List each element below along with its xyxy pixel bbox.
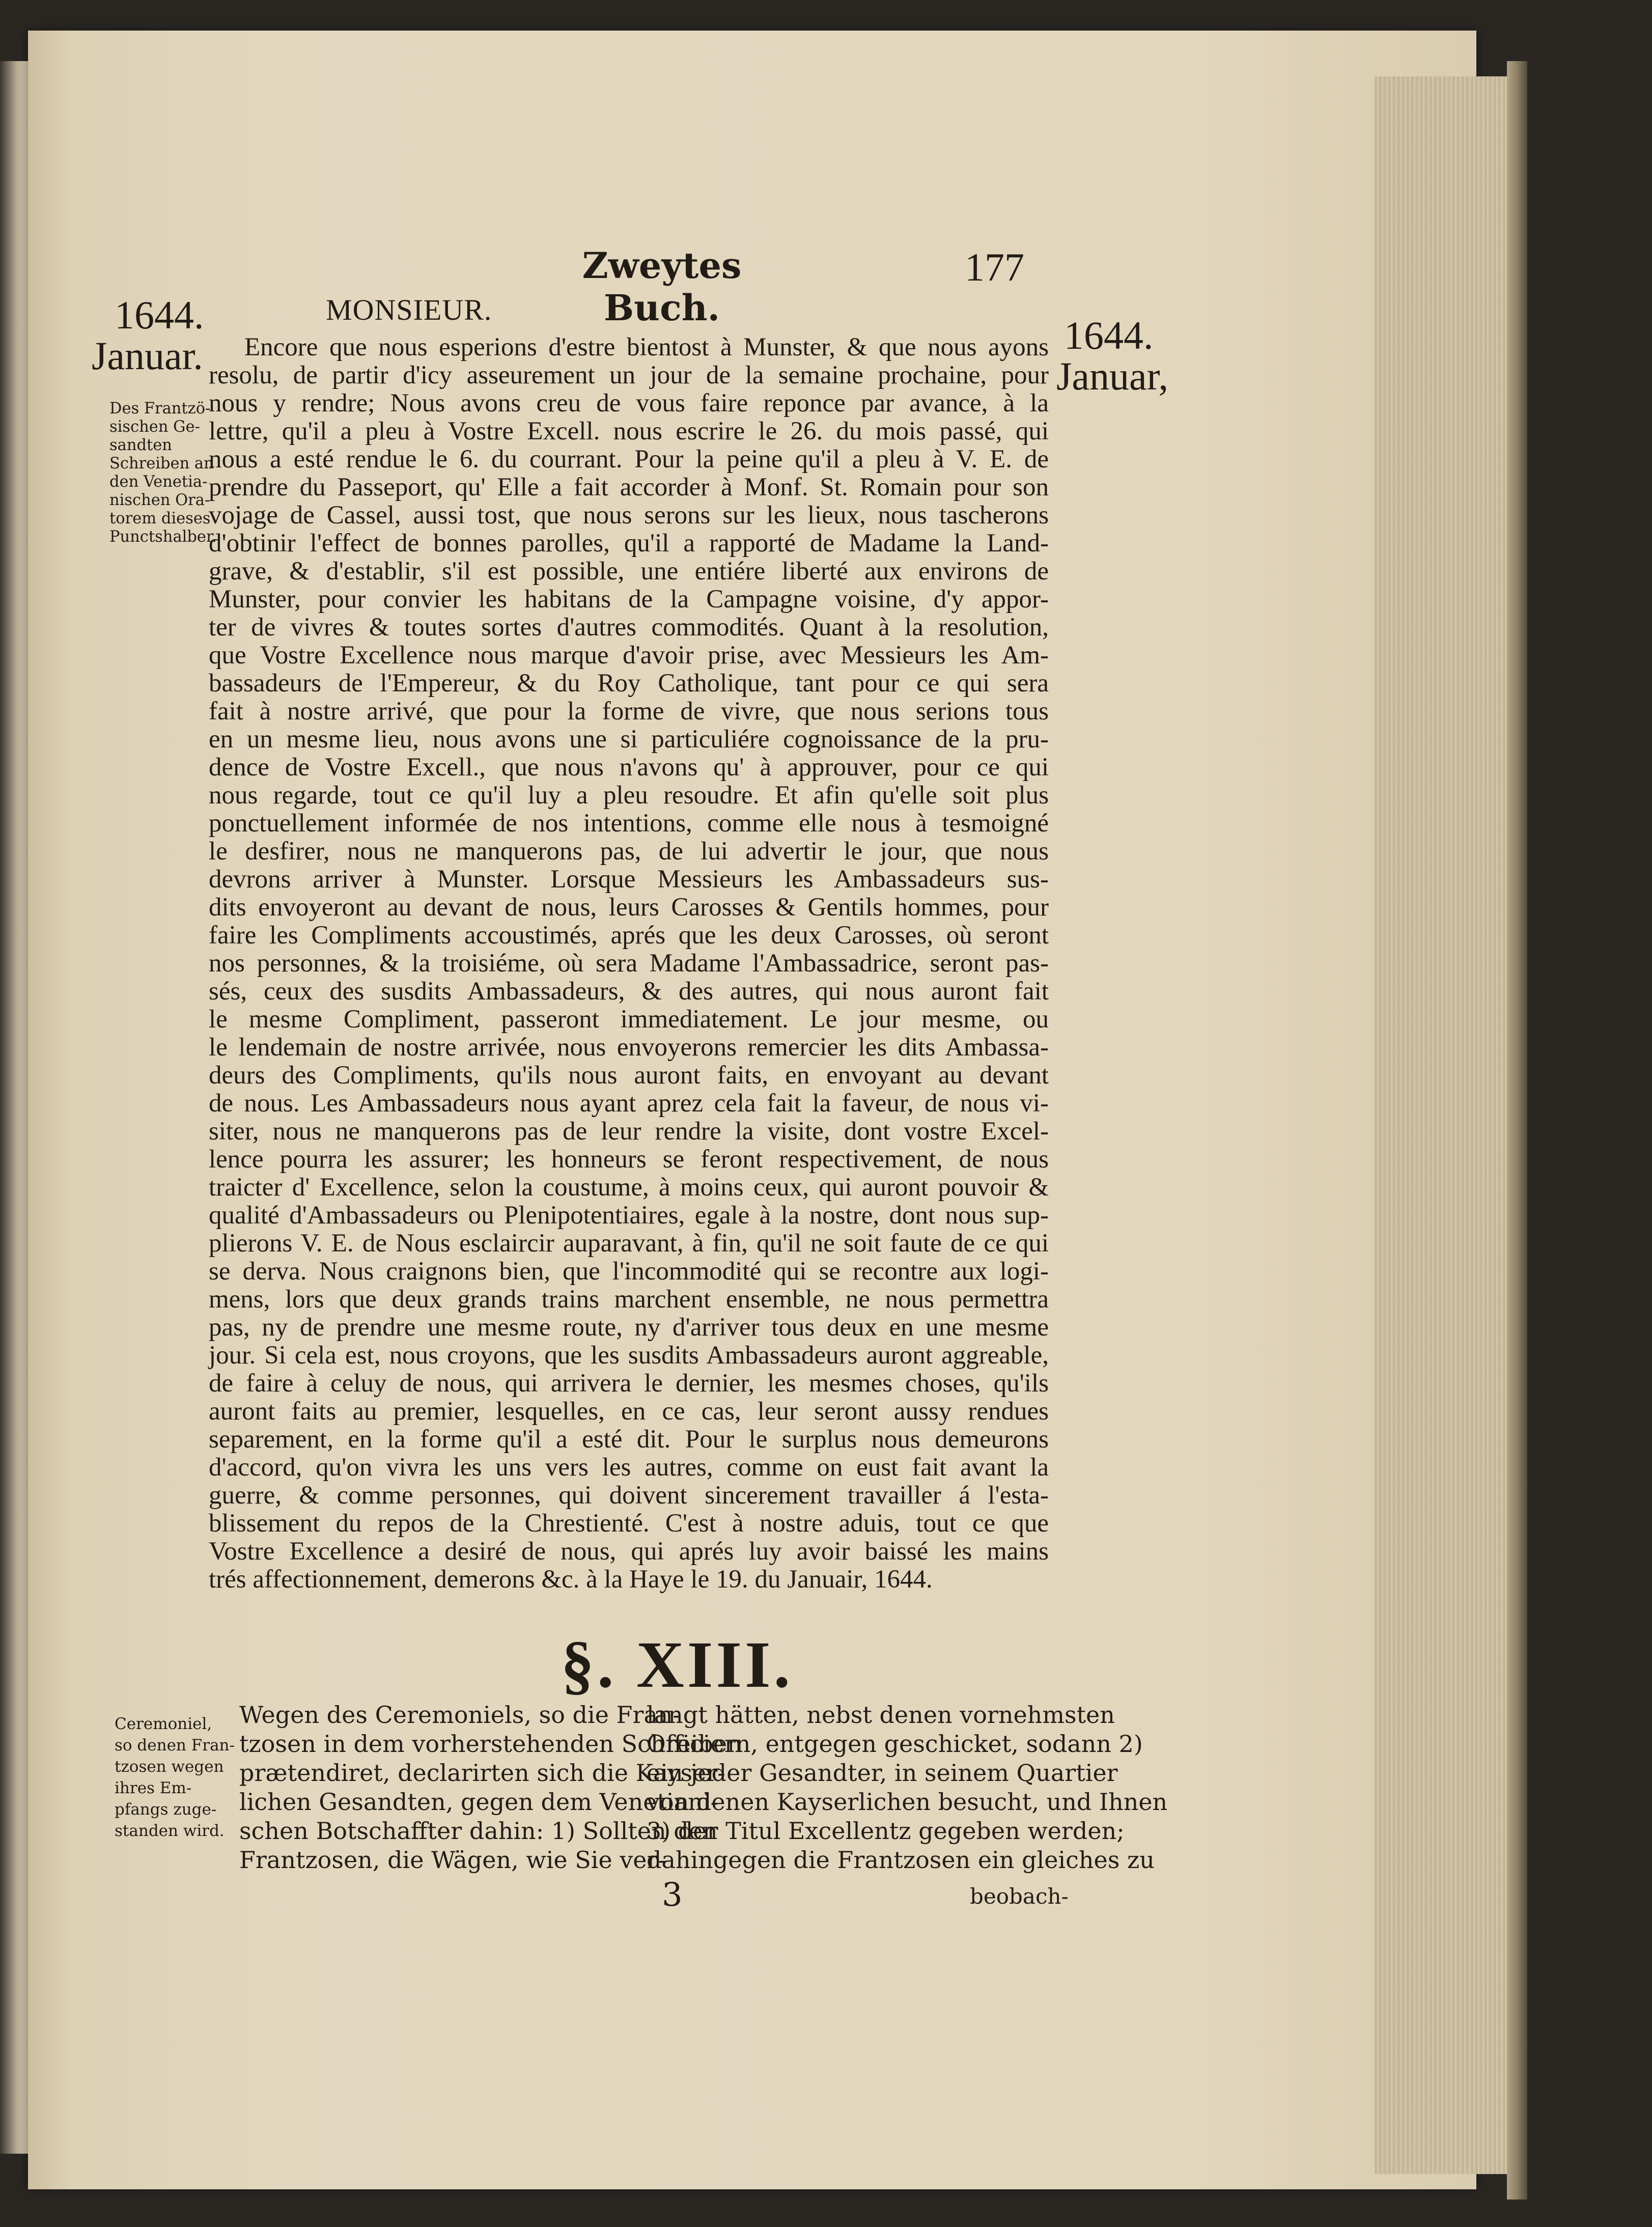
gloss-line: tzosen wegen [115,1758,224,1776]
letter-line: faire les Compliments accoustimés, aprés que les deux Carosses, où seront [209,921,1049,950]
letter-text [209,333,1049,1594]
letter-line: guerre, & comme personnes, qui doivent sincerement travailler á l'esta- [209,1481,1049,1510]
body-column-right [647,1701,1168,1875]
body-line: Officiern, entgegen geschicket, sodann 2) [647,1730,1143,1758]
body-line: schen Botschaffter dahin: 1) Sollten den [239,1817,718,1845]
letter-line: fait à nostre arrivé, que pour la forme de vivre, que nous serions tous [209,697,1049,726]
marginal-gloss-ceremonial [115,1713,235,1842]
letter-line: trés affectionnement, demerons &c. à la Haye le 19. du Januair, 1644. [209,1565,933,1594]
body-column-left [239,1701,742,1875]
letter-line: le lendemain de nostre arrivée, nous envoyerons remercier les dits Ambassa- [209,1033,1049,1062]
letter-line: lence pourra les assurer; les honneurs se feront respectivement, de nous [209,1145,1049,1174]
letter-line: Vostre Excellence a desiré de nous, qui aprés luy avoir baissé les mains [209,1537,1049,1566]
signature-mark: 3 [662,1876,683,1914]
letter-line: bassadeurs de l'Empereur, & du Roy Catholique, tant pour ce qui sera [209,669,1049,698]
letter-line: d'obtinir l'effect de bonnes parolles, qu'il a rapporté de Madame la Land- [209,529,1049,558]
letter-line: nos personnes, & la troisiéme, où sera Madame l'Ambassadrice, seront pas- [209,949,1049,978]
letter-line: resolu, de partir d'icy asseurement un jour de la semaine prochaine, pour [209,361,1049,389]
letter-line: devrons arriver à Munster. Lorsque Messieurs les Ambassadeurs sus- [209,865,1049,894]
facing-page-edge [0,61,28,2154]
body-line: langt hätten, nebst denen vornehmsten [647,1701,1115,1729]
letter-line: dits envoyeront au devant de nous, leurs Carosses & Gentils hommes, pour [209,893,1049,922]
body-line: Wegen des Ceremoniels, so die Fran- [239,1701,681,1729]
letter-line: deurs des Compliments, qu'ils nous auront faits, en envoyant au devant [209,1061,1049,1090]
body-line: 3) der Titul Excellentz gegeben werden; [647,1817,1125,1845]
letter-line: mens, lors que deux grands trains marchent ensemble, ne nous permettra [209,1285,1049,1314]
letter-line: se derva. Nous craignons bien, que l'incommodité qui se recontre aux logi- [209,1257,1049,1286]
book-cover-edge [1507,61,1527,2200]
letter-line: ter de vivres & toutes sortes d'autres commodités. Quant à la resolution, [209,613,1049,642]
marginal-gloss-letter [109,400,217,546]
section-heading: §. XIII. [561,1628,794,1702]
margin-month-right: Januar, [1056,354,1168,398]
letter-line: vojage de Cassel, aussi tost, que nous serons sur les lieux, nous tascherons [209,501,1049,530]
page-block-edge [1375,76,1509,2174]
body-line: ein jeder Gesandter, in seinem Quartier [647,1759,1118,1787]
letter-line: sés, ceux des susdits Ambassadeurs, & des autres, qui nous auront fait [209,977,1049,1006]
letter-line: traicter d' Excellence, selon la coustume, à moins ceux, qui auront pouvoir & [209,1173,1049,1202]
letter-line: nous a esté rendue le 6. du courrant. Pour la peine qu'il a pleu à V. E. de [209,445,1049,474]
letter-line: nous regarde, tout ce qu'il luy a pleu resoudre. Et afin qu'elle soit plus [209,781,1049,810]
letter-line: jour. Si cela est, nous croyons, que les susdits Ambassadeurs auront aggreable, [209,1341,1049,1370]
body-line: prætendiret, declarirten sich die Kayser- [239,1759,725,1787]
gloss-line: sischen Ge- [109,418,200,436]
catchword: beobach- [970,1884,1069,1909]
letter-line: prendre du Passeport, qu' Elle a fait accorder à Monf. St. Romain pour son [209,473,1049,502]
margin-year-left: 1644. [115,293,204,337]
gloss-line: pfangs zuge- [115,1800,217,1819]
gloss-line: Ceremoniel, [115,1715,212,1733]
letter-line: lettre, qu'il a pleu à Vostre Excell. nous escrire le 26. du mois passé, qui [209,417,1049,446]
letter-line: ponctuellement informée de nos intentions, comme elle nous à tesmoigné [209,809,1049,838]
letter-line: siter, nous ne manquerons pas de leur rendre la visite, dont vostre Excel- [209,1117,1049,1146]
letter-line: pas, ny de prendre une mesme route, ny d'arriver tous deux en une mesme [209,1313,1049,1342]
letter-line: blissement du repos de la Chrestienté. C'est à nostre aduis, tout ce que [209,1509,1049,1538]
body-line: dahingegen die Frantzosen ein gleiches zu [647,1846,1155,1874]
gloss-line: Punctshalber. [109,528,217,546]
gloss-line: ihres Em- [115,1779,192,1797]
letter-line: de nous. Les Ambassadeurs nous ayant aprez cela fait la faveur, de nous vi- [209,1089,1049,1118]
letter-line: grave, & d'establir, s'il est possible, une entiére liberté aux environs de [209,557,1049,586]
page-number: 177 [965,245,1024,289]
letter-line: dence de Vostre Excell., que nous n'avons qu' à approuver, pour ce qui [209,753,1049,782]
letter-line: le mesme Compliment, passeront immediatement. Le jour mesme, ou [209,1005,1049,1034]
letter-line: en un mesme lieu, nous avons une si particuliére cognoissance de la pru- [209,725,1049,754]
letter-line: nous y rendre; Nous avons creu de vous faire reponce par avance, à la [209,389,1049,417]
gloss-line: nischen Ora- [109,491,210,509]
gloss-line: den Venetia- [109,473,208,491]
letter-line: Encore que nous esperions d'estre bientost à Munster, & que nous ayons [244,333,1049,361]
letter-line: de faire à celuy de nous, qui arrivera le dernier, les mesmes choses, qu'ils [209,1369,1049,1398]
margin-year-right: 1644. [1064,313,1154,357]
body-line: lichen Gesandten, gegen dem Venetiani- [239,1788,719,1816]
gloss-line: Schreiben an [109,455,214,472]
gloss-line: torem dieses [109,510,211,527]
letter-line: separement, en la forme qu'il a esté dit. Pour le surplus nous demeurons [209,1425,1049,1454]
letter-line: plierons V. E. de Nous esclaircir auparavant, à fin, qu'il ne soit faute de ce qui [209,1229,1049,1258]
letter-line: d'accord, qu'on vivra les uns vers les autres, comme on eust fait avant la [209,1453,1049,1482]
body-line: von denen Kayserlichen besucht, und Ihnen [647,1788,1168,1816]
margin-month-left: Januar. [92,333,203,378]
letter-line: le desfirer, nous ne manquerons pas, de lui advertir le jour, que nous [209,837,1049,866]
running-head: Zweytes Buch. [582,244,742,329]
gloss-line: sandten [109,436,172,454]
gloss-line: standen wird. [115,1822,225,1840]
body-line: Frantzosen, die Wägen, wie Sie ver- [239,1846,666,1874]
gloss-line: so denen Fran- [115,1736,235,1755]
letter-line: Munster, pour convier les habitans de la Campagne voisine, d'y appor- [209,585,1049,614]
letter-line: que Vostre Excellence nous marque d'avoir prise, avec Messieurs les Am- [209,641,1049,670]
gloss-line: Des Frantzö- [109,400,211,417]
letter-line: qualité d'Ambassadeurs ou Plenipotentiaires, egale à la nostre, dont nous sup- [209,1201,1049,1230]
body-line: tzosen in dem vorherstehenden Schreiben [239,1730,742,1758]
letter-salutation: MONSIEUR. [326,293,492,326]
letter-line: auront faits au premier, lesquelles, en ce cas, leur seront aussy rendues [209,1397,1049,1426]
